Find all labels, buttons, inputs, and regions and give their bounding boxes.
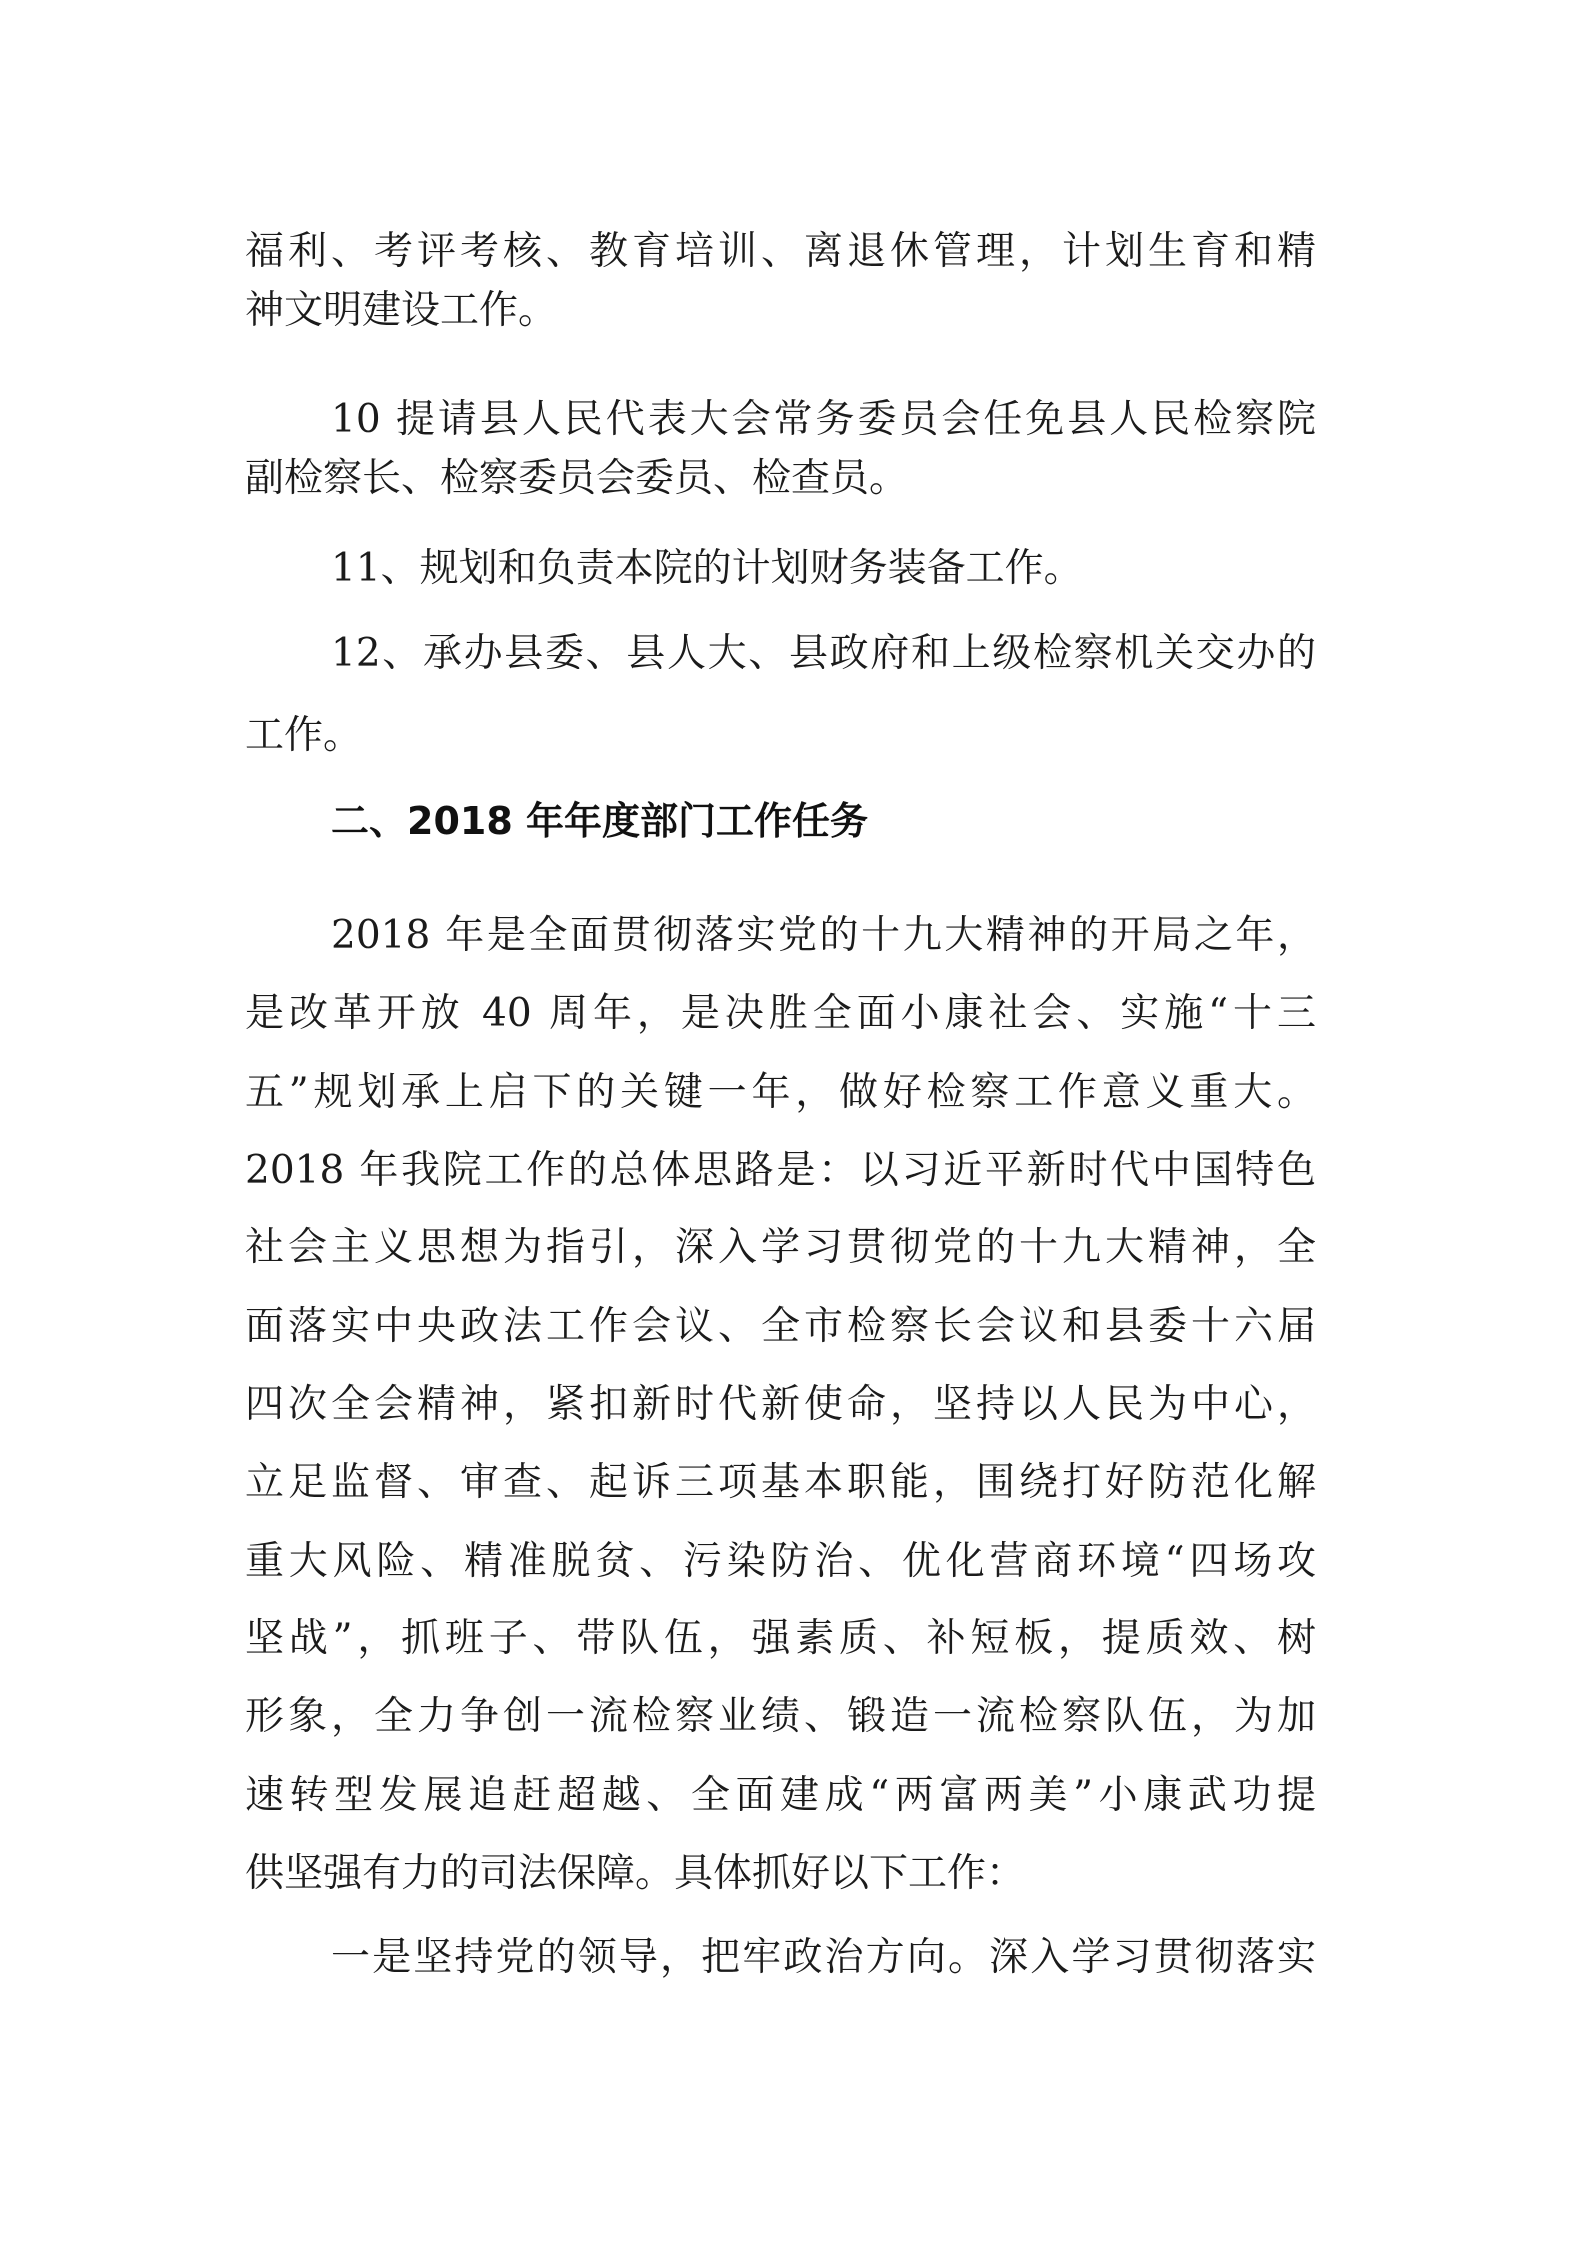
- paragraph-line: 神文明建设工作。: [245, 288, 558, 333]
- paragraph-line: 2018 年是全面贯彻落实党的十九大精神的开局之年，: [331, 913, 1316, 958]
- paragraph-line: 速转型发展追赶超越、全面建成“两富两美”小康武功提: [245, 1773, 1316, 1818]
- paragraph-line: 福利、考评考核、教育培训、离退休管理，计划生育和精: [245, 229, 1316, 274]
- paragraph-line: 2018 年我院工作的总体思路是：以习近平新时代中国特色: [245, 1148, 1316, 1193]
- paragraph-line: 工作。: [245, 713, 363, 758]
- paragraph-line: 重大风险、精准脱贫、污染防治、优化营商环境“四场攻: [245, 1539, 1316, 1584]
- paragraph-line: 面落实中央政法工作会议、全市检察长会议和县委十六届: [245, 1304, 1316, 1349]
- paragraph-line: 形象，全力争创一流检察业绩、锻造一流检察队伍，为加: [245, 1694, 1316, 1739]
- paragraph-line: 四次全会精神，紧扣新时代新使命，坚持以人民为中心，: [245, 1382, 1316, 1427]
- paragraph-line: 社会主义思想为指引，深入学习贯彻党的十九大精神，全: [245, 1225, 1316, 1270]
- paragraph-line: 12、承办县委、县人大、县政府和上级检察机关交办的: [331, 631, 1316, 676]
- paragraph-line: 11、规划和负责本院的计划财务装备工作。: [331, 546, 1083, 591]
- paragraph-line: 10 提请县人民代表大会常务委员会任免县人民检察院: [331, 397, 1316, 442]
- section-heading: 二、2018 年年度部门工作任务: [331, 799, 868, 843]
- paragraph-line: 坚战”，抓班子、带队伍，强素质、补短板，提质效、树: [245, 1616, 1316, 1661]
- paragraph-line: 是改革开放 40 周年，是决胜全面小康社会、实施“十三: [245, 991, 1316, 1036]
- paragraph-line: 副检察长、检察委员会委员、检查员。: [245, 456, 909, 501]
- paragraph-line: 五”规划承上启下的关键一年，做好检察工作意义重大。: [245, 1070, 1316, 1115]
- paragraph-line: 一是坚持党的领导，把牢政治方向。深入学习贯彻落实: [331, 1935, 1316, 1980]
- paragraph-line: 立足监督、审查、起诉三项基本职能，围绕打好防范化解: [245, 1460, 1316, 1505]
- paragraph-line: 供坚强有力的司法保障。具体抓好以下工作：: [245, 1851, 1026, 1896]
